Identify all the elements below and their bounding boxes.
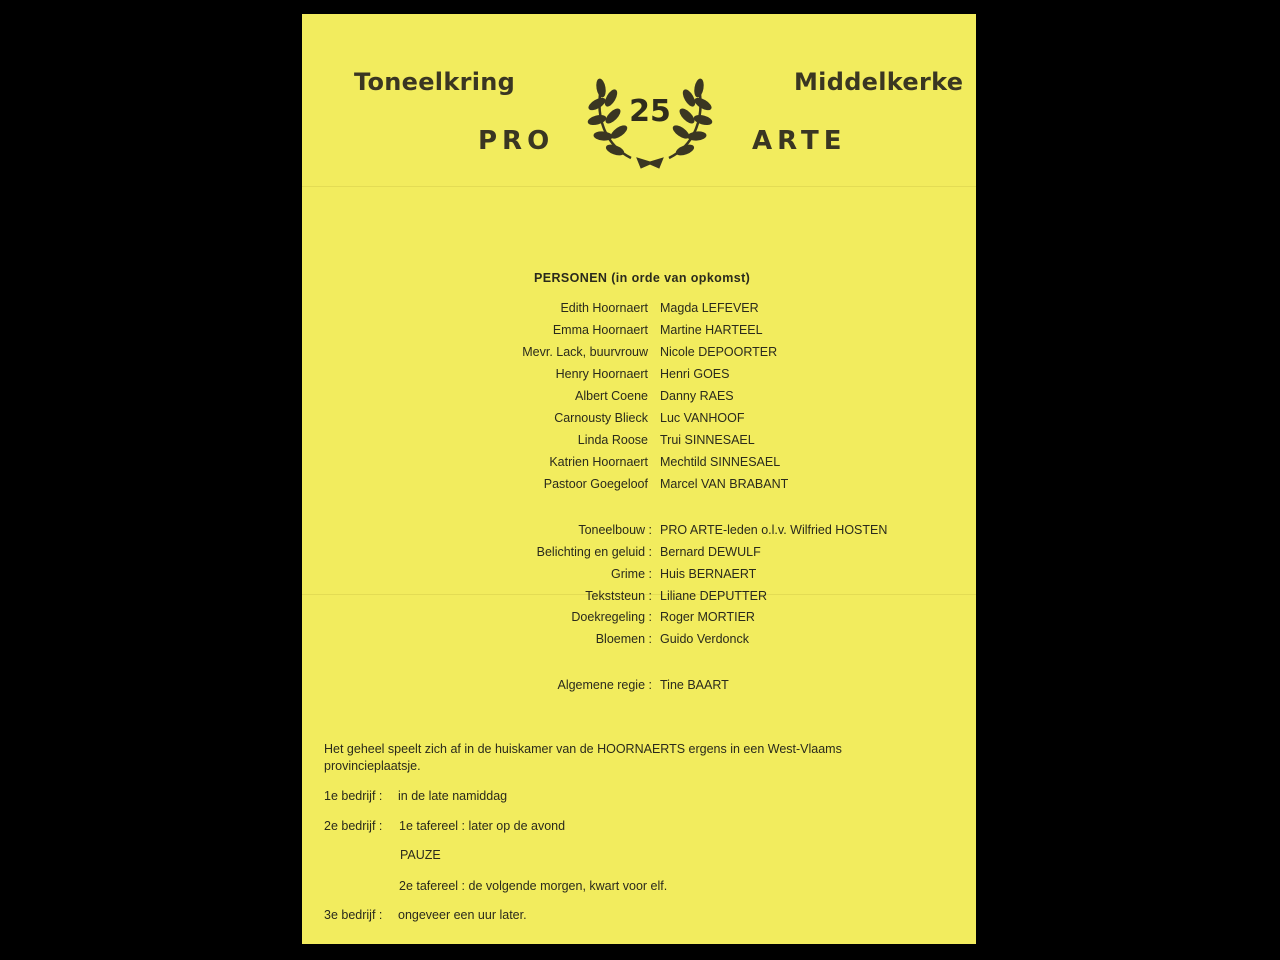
cast-actor: Henri GOES [660, 367, 730, 381]
cast-actor: Trui SINNESAEL [660, 433, 755, 447]
cast-actor: Nicole DEPOORTER [660, 345, 778, 359]
cast-actor: Luc VANHOOF [660, 411, 745, 425]
cast-role: Carnousty Blieck [554, 411, 648, 425]
act3-text: ongeveer een uur later. [398, 908, 527, 922]
act1-label: 1e bedrijf : [324, 789, 383, 803]
crew-name: Huis BERNAERT [660, 567, 757, 581]
cast-row [302, 455, 976, 475]
cast-role: Katrien Hoornaert [549, 455, 648, 469]
cast-role: Albert Coene [575, 389, 648, 403]
crew-name: Liliane DEPUTTER [660, 589, 767, 603]
cast-title: PERSONEN (in orde van opkomst) [534, 271, 751, 285]
crew-role: Bloemen : [595, 632, 652, 646]
setting-note: Het geheel speelt zich af in de huiskamer van de HOORNAERTS ergens in een West-Vlaams provincieplaatsje. [324, 742, 842, 773]
cast-actor: Mechtild SINNESAEL [660, 455, 781, 469]
act2-text: 1e tafereel : later op de avond [399, 819, 566, 833]
cast-row [302, 389, 976, 409]
cast-row [302, 345, 976, 365]
director-row [302, 678, 976, 698]
cast-actor: Martine HARTEEL [660, 323, 763, 337]
cast-row [302, 367, 976, 387]
cast-role: Linda Roose [577, 433, 648, 447]
cast-row [302, 433, 976, 453]
cast-actor: Marcel VAN BRABANT [660, 477, 789, 491]
header-right: Middelkerke [794, 68, 964, 96]
emblem-number: 25 [629, 94, 671, 129]
crew-row [302, 610, 976, 630]
header-pro: PRO [478, 126, 555, 156]
act2b-text: 2e tafereel : de volgende morgen, kwart voor elf. [399, 879, 668, 893]
crew-role: Grime : [611, 567, 652, 581]
crew-name: PRO ARTE-leden o.l.v. Wilfried HOSTEN [660, 523, 888, 537]
cast-actor: Magda LEFEVER [660, 301, 759, 315]
crew-role: Doekregeling : [571, 610, 652, 624]
act2-label: 2e bedrijf : [324, 819, 383, 833]
fold-line [302, 186, 976, 187]
crew-row [302, 545, 976, 565]
crew-name: Roger MORTIER [660, 610, 755, 624]
cast-row [302, 323, 976, 343]
cast-role: Mevr. Lack, buurvrouw [522, 345, 648, 359]
crew-role: Tekststeun : [585, 589, 652, 603]
crew-name: Guido Verdonck [660, 632, 749, 646]
crew-row [302, 589, 976, 609]
act3-label: 3e bedrijf : [324, 908, 383, 922]
cast-role: Henry Hoornaert [555, 367, 648, 381]
act1-text: in de late namiddag [398, 789, 508, 803]
laurel-wreath-icon [587, 58, 713, 170]
director-name: Tine BAART [660, 678, 729, 692]
crew-role: Toneelbouw : [578, 523, 652, 537]
cast-role: Edith Hoornaert [560, 301, 648, 315]
cast-row [302, 477, 976, 497]
pause-label: PAUZE [400, 848, 441, 862]
cast-actor: Danny RAES [660, 389, 734, 403]
cast-row [302, 411, 976, 431]
director-role: Algemene regie : [557, 678, 652, 692]
cast-role: Pastoor Goegeloof [543, 477, 648, 491]
header-left: Toneelkring [354, 68, 516, 96]
program-sheet [302, 14, 976, 944]
crew-role: Belichting en geluid : [536, 545, 652, 559]
header-arte: ARTE [752, 126, 847, 156]
crew-row [302, 567, 976, 587]
crew-row [302, 523, 976, 543]
crew-row [302, 632, 976, 652]
cast-role: Emma Hoornaert [552, 323, 648, 337]
crew-name: Bernard DEWULF [660, 545, 761, 559]
cast-row [302, 301, 976, 321]
